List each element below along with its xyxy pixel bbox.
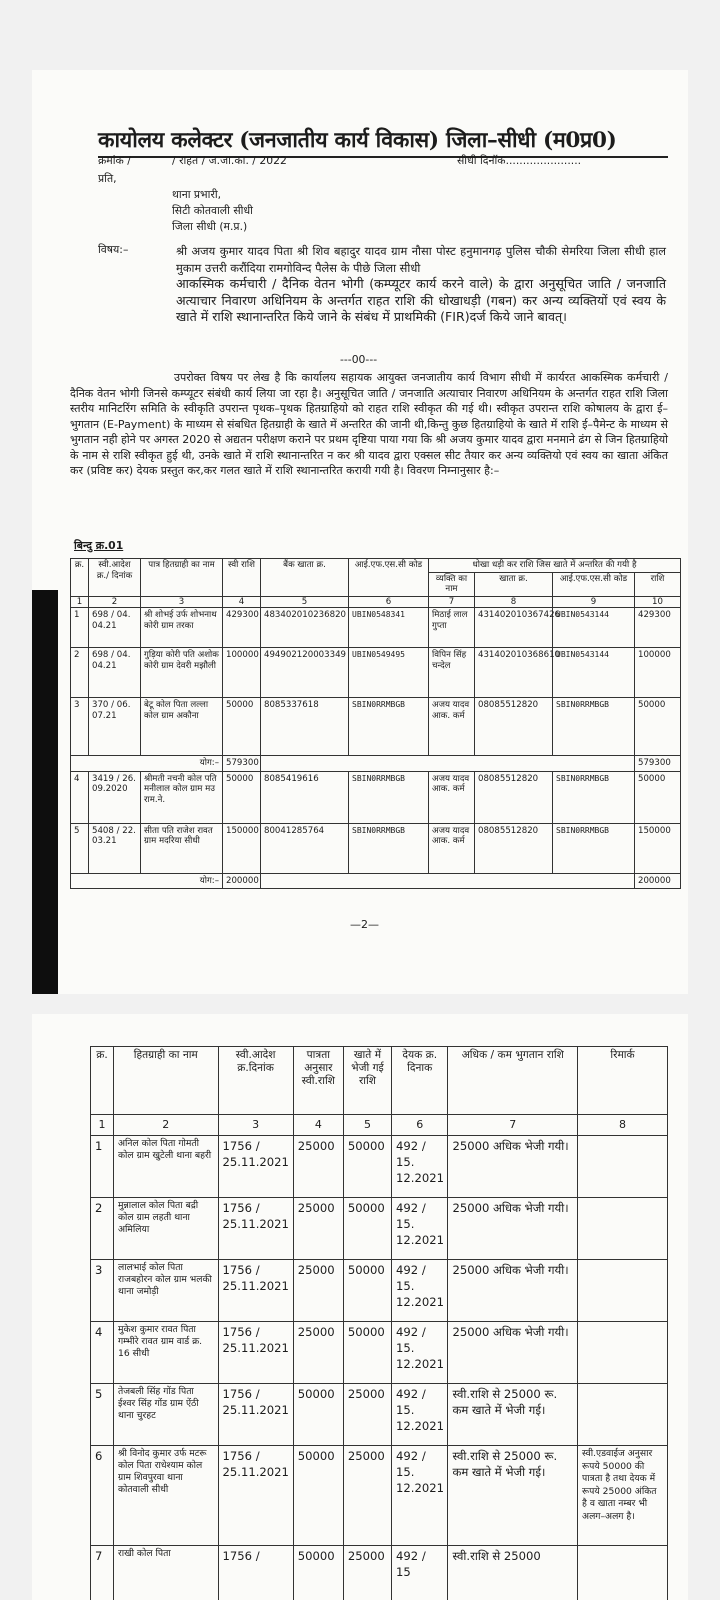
cell-order: 1756 / 25.11.2021 <box>218 1260 293 1322</box>
col-num: 5 <box>261 596 349 608</box>
cell-ifsc: UBIN0548341 <box>349 608 429 648</box>
subject-block <box>176 243 666 326</box>
col-num: 4 <box>293 1115 343 1136</box>
cell-order: 1756 / 25.11.2021 <box>218 1322 293 1384</box>
total-label: योग:– <box>71 873 223 889</box>
date-label: सीधी दिनॉक...................... <box>457 154 582 167</box>
cell-sno: 1 <box>71 608 89 648</box>
table-row <box>91 1198 668 1260</box>
total-fraud: 200000 <box>635 873 681 889</box>
col-num: 6 <box>392 1115 448 1136</box>
col-num: 9 <box>553 596 635 608</box>
header-sno: क्र. <box>71 559 89 597</box>
header-to-account: खाता क्र. <box>475 572 553 596</box>
cell-eligible: 25000 <box>293 1198 343 1260</box>
cell-to-account: 08085512820 <box>475 698 553 756</box>
cell-to-account: 431402010367426 <box>475 608 553 648</box>
cell-order: 698 / 04. 04.21 <box>89 648 141 698</box>
cell-to-amount: 150000 <box>635 823 681 873</box>
cell-order: 5408 / 22. 03.21 <box>89 823 141 873</box>
address-line-3: जिला सीधी (म.प्र.) <box>172 220 248 233</box>
cell-ifsc: UBIN0549495 <box>349 648 429 698</box>
document-page-1 <box>32 70 688 994</box>
cell-diff: 25000 अधिक भेजी गयी। <box>448 1198 578 1260</box>
cell-bill: 492 / 15. 12.2021 <box>392 1384 448 1446</box>
table-row <box>71 608 681 648</box>
body-paragraph: उपरोक्त विषय पर लेख है कि कार्यालय सहायक आयुक्त जनजातीय कार्य विभाग सीधी में कार्यरत आकस्मिक कर्मचारी / दैनिक वेतन भोगी जिनसे कम्प्यूटर संबंधी कार्य लिया जा रहा है। अनुसूचित जाति / जनजाति अत्याचार निवारण अधिनियम के अन्तर्गत राहत राशि जिला स्तरीय मानिटरिंग समिति के स्वीकृति उपरान्त पृथक–पृथक हितग्राहियो को राहत राशि स्वीकृत की गई थी। स्वीकृत उपरान्त राशि कोषालय के द्वारा ई–भुगतान (E-Payment) के माध्यम से संबधित हितग्राही के खाते में अन्तरित की जानी थी,किन्तु कुछ हितग्राहियो के खाते में राशि ई–पैमेन्ट के माध्यम से भुगतान नही होने पर अगस्त 2020 से अद्यतन परीक्षण कराने पर प्रथम दृष्टिया पाया गया कि श्री अजय कुमार यादव द्वारा मनमाने ढंग से जिन हितग्राहियो के नाम से राशि स्वीकृत हुई थी, उनके खाते में राशि स्थानान्तरित न कर श्री यादव द्वारा एक्सल सीट तैयार कर अन्य व्यक्तियो एवं स्वय का खाता अंकित कर (प्रविष्ट कर) देयक प्रस्तुत कर,कर गलत खाते में राशि स्थानान्तरित करायी गयी है। विवरण निम्नानुसार है:– <box>70 371 668 477</box>
header-ifsc: आई.एफ.एस.सी कोड <box>349 559 429 597</box>
cell-to-ifsc: SBIN0RRMBGB <box>553 823 635 873</box>
cell-remark <box>578 1546 668 1600</box>
col-num: 10 <box>635 596 681 608</box>
table-row <box>91 1384 668 1446</box>
cell-name: राखी कोल पिता <box>113 1546 218 1600</box>
cell-amount: 100000 <box>223 648 261 698</box>
table-row <box>91 1546 668 1600</box>
address-line-1: थाना प्रभारी, <box>172 188 222 201</box>
cell-order: 1756 / <box>218 1546 293 1600</box>
subject-label: विषय:– <box>98 243 129 256</box>
col-num: 6 <box>349 596 429 608</box>
document-page-2 <box>32 1014 688 1600</box>
cell-ifsc: SBIN0RRMBGB <box>349 771 429 823</box>
prati-label: प्रति, <box>98 172 117 185</box>
cell-eligible: 25000 <box>293 1322 343 1384</box>
cell-name: बेटू कोल पिता लल्ला कोल ग्राम अकौना <box>141 698 223 756</box>
cell-person: अजय यादव आक. कर्म <box>429 698 475 756</box>
cell-order: 1756 / 25.11.2021 <box>218 1446 293 1546</box>
header-order: स्वी.आदेश क्र./ दिनांक <box>89 559 141 597</box>
cell-name: श्री शोभई उर्फ शोभनाथ कोरी ग्राम तरका <box>141 608 223 648</box>
header-sno: क्र. <box>91 1047 114 1115</box>
table-row <box>91 1446 668 1546</box>
header-fraud: धोखा धड़ी कर राशि जिस खाते में अन्तरित की गयी है <box>429 559 681 573</box>
header-remark: रिमार्क <box>578 1047 668 1115</box>
cell-account: 494902120003349 <box>261 648 349 698</box>
header-account: बैंक खाता क्र. <box>261 559 349 597</box>
subtotal-label: योग:– <box>71 756 223 772</box>
col-num: 8 <box>475 596 553 608</box>
total-amount: 200000 <box>223 873 261 889</box>
cell-ifsc: SBIN0RRMBGB <box>349 698 429 756</box>
page-number: —2— <box>350 918 379 931</box>
cell-to-ifsc: UBIN0543144 <box>553 608 635 648</box>
cell-name: गुड़िया कोरी पति अशोक कोरी ग्राम देवरी मझौली <box>141 648 223 698</box>
subtotal-row <box>71 756 681 772</box>
cell-to-account: 08085512820 <box>475 771 553 823</box>
cell-diff: स्वी.राशि से 25000 <box>448 1546 578 1600</box>
cell-name: मुन्नालाल कोल पिता बद्री कोल ग्राम लहती थाना अमिलिया <box>113 1198 218 1260</box>
subtotal-amount: 579300 <box>223 756 261 772</box>
col-num: 2 <box>113 1115 218 1136</box>
col-num: 7 <box>429 596 475 608</box>
col-num: 4 <box>223 596 261 608</box>
cell-to-amount: 50000 <box>635 771 681 823</box>
cell-name: लालभाई कोल पिता राजबहोरन कोल ग्राम भलकी थाना जमोड़ी <box>113 1260 218 1322</box>
cell-order: 1756 / 25.11.2021 <box>218 1136 293 1198</box>
cell-sno: 6 <box>91 1446 114 1546</box>
cell-person: अजय यादव आक. कर्म <box>429 823 475 873</box>
cell-remark <box>578 1198 668 1260</box>
cell-sno: 4 <box>71 771 89 823</box>
table-header-row <box>91 1047 668 1115</box>
cell-eligible: 50000 <box>293 1546 343 1600</box>
cell-diff: 25000 अधिक भेजी गयी। <box>448 1322 578 1384</box>
header-diff: अधिक / कम भुगतान राशि <box>448 1047 578 1115</box>
cell-account: 80041285764 <box>261 823 349 873</box>
cell-eligible: 25000 <box>293 1260 343 1322</box>
cell-amount: 50000 <box>223 771 261 823</box>
cell-to-account: 431402010368610 <box>475 648 553 698</box>
cell-sno: 3 <box>91 1260 114 1322</box>
table-row <box>91 1260 668 1322</box>
cell-remark <box>578 1384 668 1446</box>
cell-remark <box>578 1260 668 1322</box>
cell-to-amount: 100000 <box>635 648 681 698</box>
cell-order: 1756 / 25.11.2021 <box>218 1384 293 1446</box>
cell-diff: स्वी.राशि से 25000 रू. कम खाते में भेजी गई। <box>448 1384 578 1446</box>
cell-sno: 2 <box>91 1198 114 1260</box>
address-line-2: सिटी कोतवाली सीधी <box>172 204 253 217</box>
cell-diff: 25000 अधिक भेजी गयी। <box>448 1260 578 1322</box>
table-row <box>91 1136 668 1198</box>
cell-sno: 7 <box>91 1546 114 1600</box>
col-num: 1 <box>71 596 89 608</box>
cell-to-amount: 50000 <box>635 698 681 756</box>
table-row <box>91 1322 668 1384</box>
payment-discrepancy-table <box>90 1046 668 1600</box>
cell-person: मिठाई लाल गुप्ता <box>429 608 475 648</box>
ref-number: / राहत / ज.जा.का. / 2022 <box>172 154 287 167</box>
cell-sent: 50000 <box>343 1136 391 1198</box>
cell-sent: 25000 <box>343 1546 391 1600</box>
table-header-row <box>71 559 681 573</box>
column-number-row <box>91 1115 668 1136</box>
cell-sent: 25000 <box>343 1446 391 1546</box>
col-num: 5 <box>343 1115 391 1136</box>
point-label: बिन्दु क्र.01 <box>74 539 124 552</box>
scan-binding-edge <box>32 590 58 994</box>
cell-order: 698 / 04. 04.21 <box>89 608 141 648</box>
col-num: 8 <box>578 1115 668 1136</box>
cell-diff: 25000 अधिक भेजी गयी। <box>448 1136 578 1198</box>
cell-ifsc: SBIN0RRMBGB <box>349 823 429 873</box>
empty-cell <box>261 756 635 772</box>
empty-cell <box>261 873 635 889</box>
cell-remark: स्वी.एडवाईज अनुसार रूपये 50000 की पात्रता है तथा देयक में रूपये 25000 अंकित है व खाता नम्बर भी अलग–अलग है। <box>578 1446 668 1546</box>
cell-sent: 50000 <box>343 1198 391 1260</box>
cell-sno: 3 <box>71 698 89 756</box>
header-person: व्यक्ति का नाम <box>429 572 475 596</box>
header-to-ifsc: आई.एफ.एस.सी कोड <box>553 572 635 596</box>
cell-name: अनिल कोल पिता गोमती कोल ग्राम खुटेली थाना बहरी <box>113 1136 218 1198</box>
header-order: स्वी.आदेश क्र.दिनांक <box>218 1047 293 1115</box>
header-name: हितग्राही का नाम <box>113 1047 218 1115</box>
cell-bill: 492 / 15. 12.2021 <box>392 1260 448 1322</box>
header-bill: देयक क्र. दिनाक <box>392 1047 448 1115</box>
office-title: कायोलय कलेक्टर (जनजातीय कार्य विकास) जिला–सीधी (म0प्र0) <box>98 125 668 158</box>
cell-account: 8085419616 <box>261 771 349 823</box>
cell-sno: 4 <box>91 1322 114 1384</box>
cell-sno: 2 <box>71 648 89 698</box>
cell-name: श्री विनोद कुमार उर्फ मटरू कोल पिता राधेश्याम कोल ग्राम शिवपुरवा थाना कोतवाली सीधी <box>113 1446 218 1546</box>
cell-to-ifsc: SBIN0RRMBGB <box>553 771 635 823</box>
cell-eligible: 50000 <box>293 1384 343 1446</box>
cell-amount: 150000 <box>223 823 261 873</box>
cell-person: अजय यादव आक. कर्म <box>429 771 475 823</box>
cell-to-account: 08085512820 <box>475 823 553 873</box>
header-to-amount: राशि <box>635 572 681 596</box>
table-row <box>71 823 681 873</box>
total-row <box>71 873 681 889</box>
table-row <box>71 771 681 823</box>
cell-sno: 5 <box>71 823 89 873</box>
cell-person: विपिन सिंह चन्देल <box>429 648 475 698</box>
table-row <box>71 698 681 756</box>
cell-amount: 50000 <box>223 698 261 756</box>
table-row <box>71 648 681 698</box>
cell-account: 8085337618 <box>261 698 349 756</box>
subtotal-fraud: 579300 <box>635 756 681 772</box>
cell-name: तेजबली सिंह गोंड पिता ईश्वर सिंह गोंड ग्राम ऐंठी थाना चुरहट <box>113 1384 218 1446</box>
col-num: 3 <box>141 596 223 608</box>
fraud-details-table <box>70 558 681 889</box>
cell-eligible: 25000 <box>293 1136 343 1198</box>
col-num: 3 <box>218 1115 293 1136</box>
col-num: 1 <box>91 1115 114 1136</box>
cell-sent: 25000 <box>343 1384 391 1446</box>
cell-order: 3419 / 26. 09.2020 <box>89 771 141 823</box>
cell-bill: 492 / 15. 12.2021 <box>392 1446 448 1546</box>
cell-order: 1756 / 25.11.2021 <box>218 1198 293 1260</box>
header-sent: खाते में भेजी गई राशि <box>343 1047 391 1115</box>
cell-bill: 492 / 15 <box>392 1546 448 1600</box>
separator: ---00--- <box>340 353 378 366</box>
header-eligible: पात्रता अनुसार स्वी.राशि <box>293 1047 343 1115</box>
cell-bill: 492 / 15. 12.2021 <box>392 1136 448 1198</box>
cell-to-ifsc: UBIN0543144 <box>553 648 635 698</box>
cell-sno: 1 <box>91 1136 114 1198</box>
cell-remark <box>578 1136 668 1198</box>
header-amount: स्वी राशि <box>223 559 261 597</box>
subject-text: श्री अजय कुमार यादव पिता श्री शिव बहादुर यादव ग्राम नौसा पोस्ट हनुमानगढ़ पुलिस चौकी सेमरिया जिला सीधी हाल मुकाम उत्तरी करौंदिया रामगोविन्द पैलेस के पीछे जिला सीधी <box>176 244 666 275</box>
cell-eligible: 50000 <box>293 1446 343 1546</box>
header-name: पात्र हितग्राही का नाम <box>141 559 223 597</box>
cell-name: मुकेश कुमार रावत पिता गम्भीरे रावत ग्राम वार्ड क्र. 16 सीधी <box>113 1322 218 1384</box>
cell-name: श्रीमती नचनी कोल पति मनीलाल कोल ग्राम मउ राम.ने. <box>141 771 223 823</box>
cell-bill: 492 / 15. 12.2021 <box>392 1198 448 1260</box>
cell-to-amount: 429300 <box>635 608 681 648</box>
cell-order: 370 / 06. 07.21 <box>89 698 141 756</box>
ref-label: क्रमांक / <box>98 154 131 167</box>
cell-remark <box>578 1322 668 1384</box>
cell-name: सीता पति राजेश रावत ग्राम मदरिया सीधी <box>141 823 223 873</box>
subject-text-2: आकस्मिक कर्मचारी / दैनिक वेतन भोगी (कम्प्यूटर कार्य करने वाले) के द्वारा अनुसूचित जाति / जनजाति अत्याचार निवारण अधिनियम के अन्तर्गत राहत राशि की धोखाधड़ी (गबन) कर अन्य व्यक्तियों एवं स्वय के खाते में राशि स्थानान्तरित किये जाने के संबंध में प्राथमिकी (FIR)दर्ज किये जाने बावत्। <box>176 276 666 324</box>
cell-sent: 50000 <box>343 1322 391 1384</box>
cell-to-ifsc: SBIN0RRMBGB <box>553 698 635 756</box>
cell-diff: स्वी.राशि से 25000 रू. कम खाते में भेजी गई। <box>448 1446 578 1546</box>
cell-bill: 492 / 15. 12.2021 <box>392 1322 448 1384</box>
cell-sent: 50000 <box>343 1260 391 1322</box>
col-num: 7 <box>448 1115 578 1136</box>
cell-sno: 5 <box>91 1384 114 1446</box>
cell-account: 483402010236820 <box>261 608 349 648</box>
cell-amount: 429300 <box>223 608 261 648</box>
column-number-row <box>71 596 681 608</box>
col-num: 2 <box>89 596 141 608</box>
